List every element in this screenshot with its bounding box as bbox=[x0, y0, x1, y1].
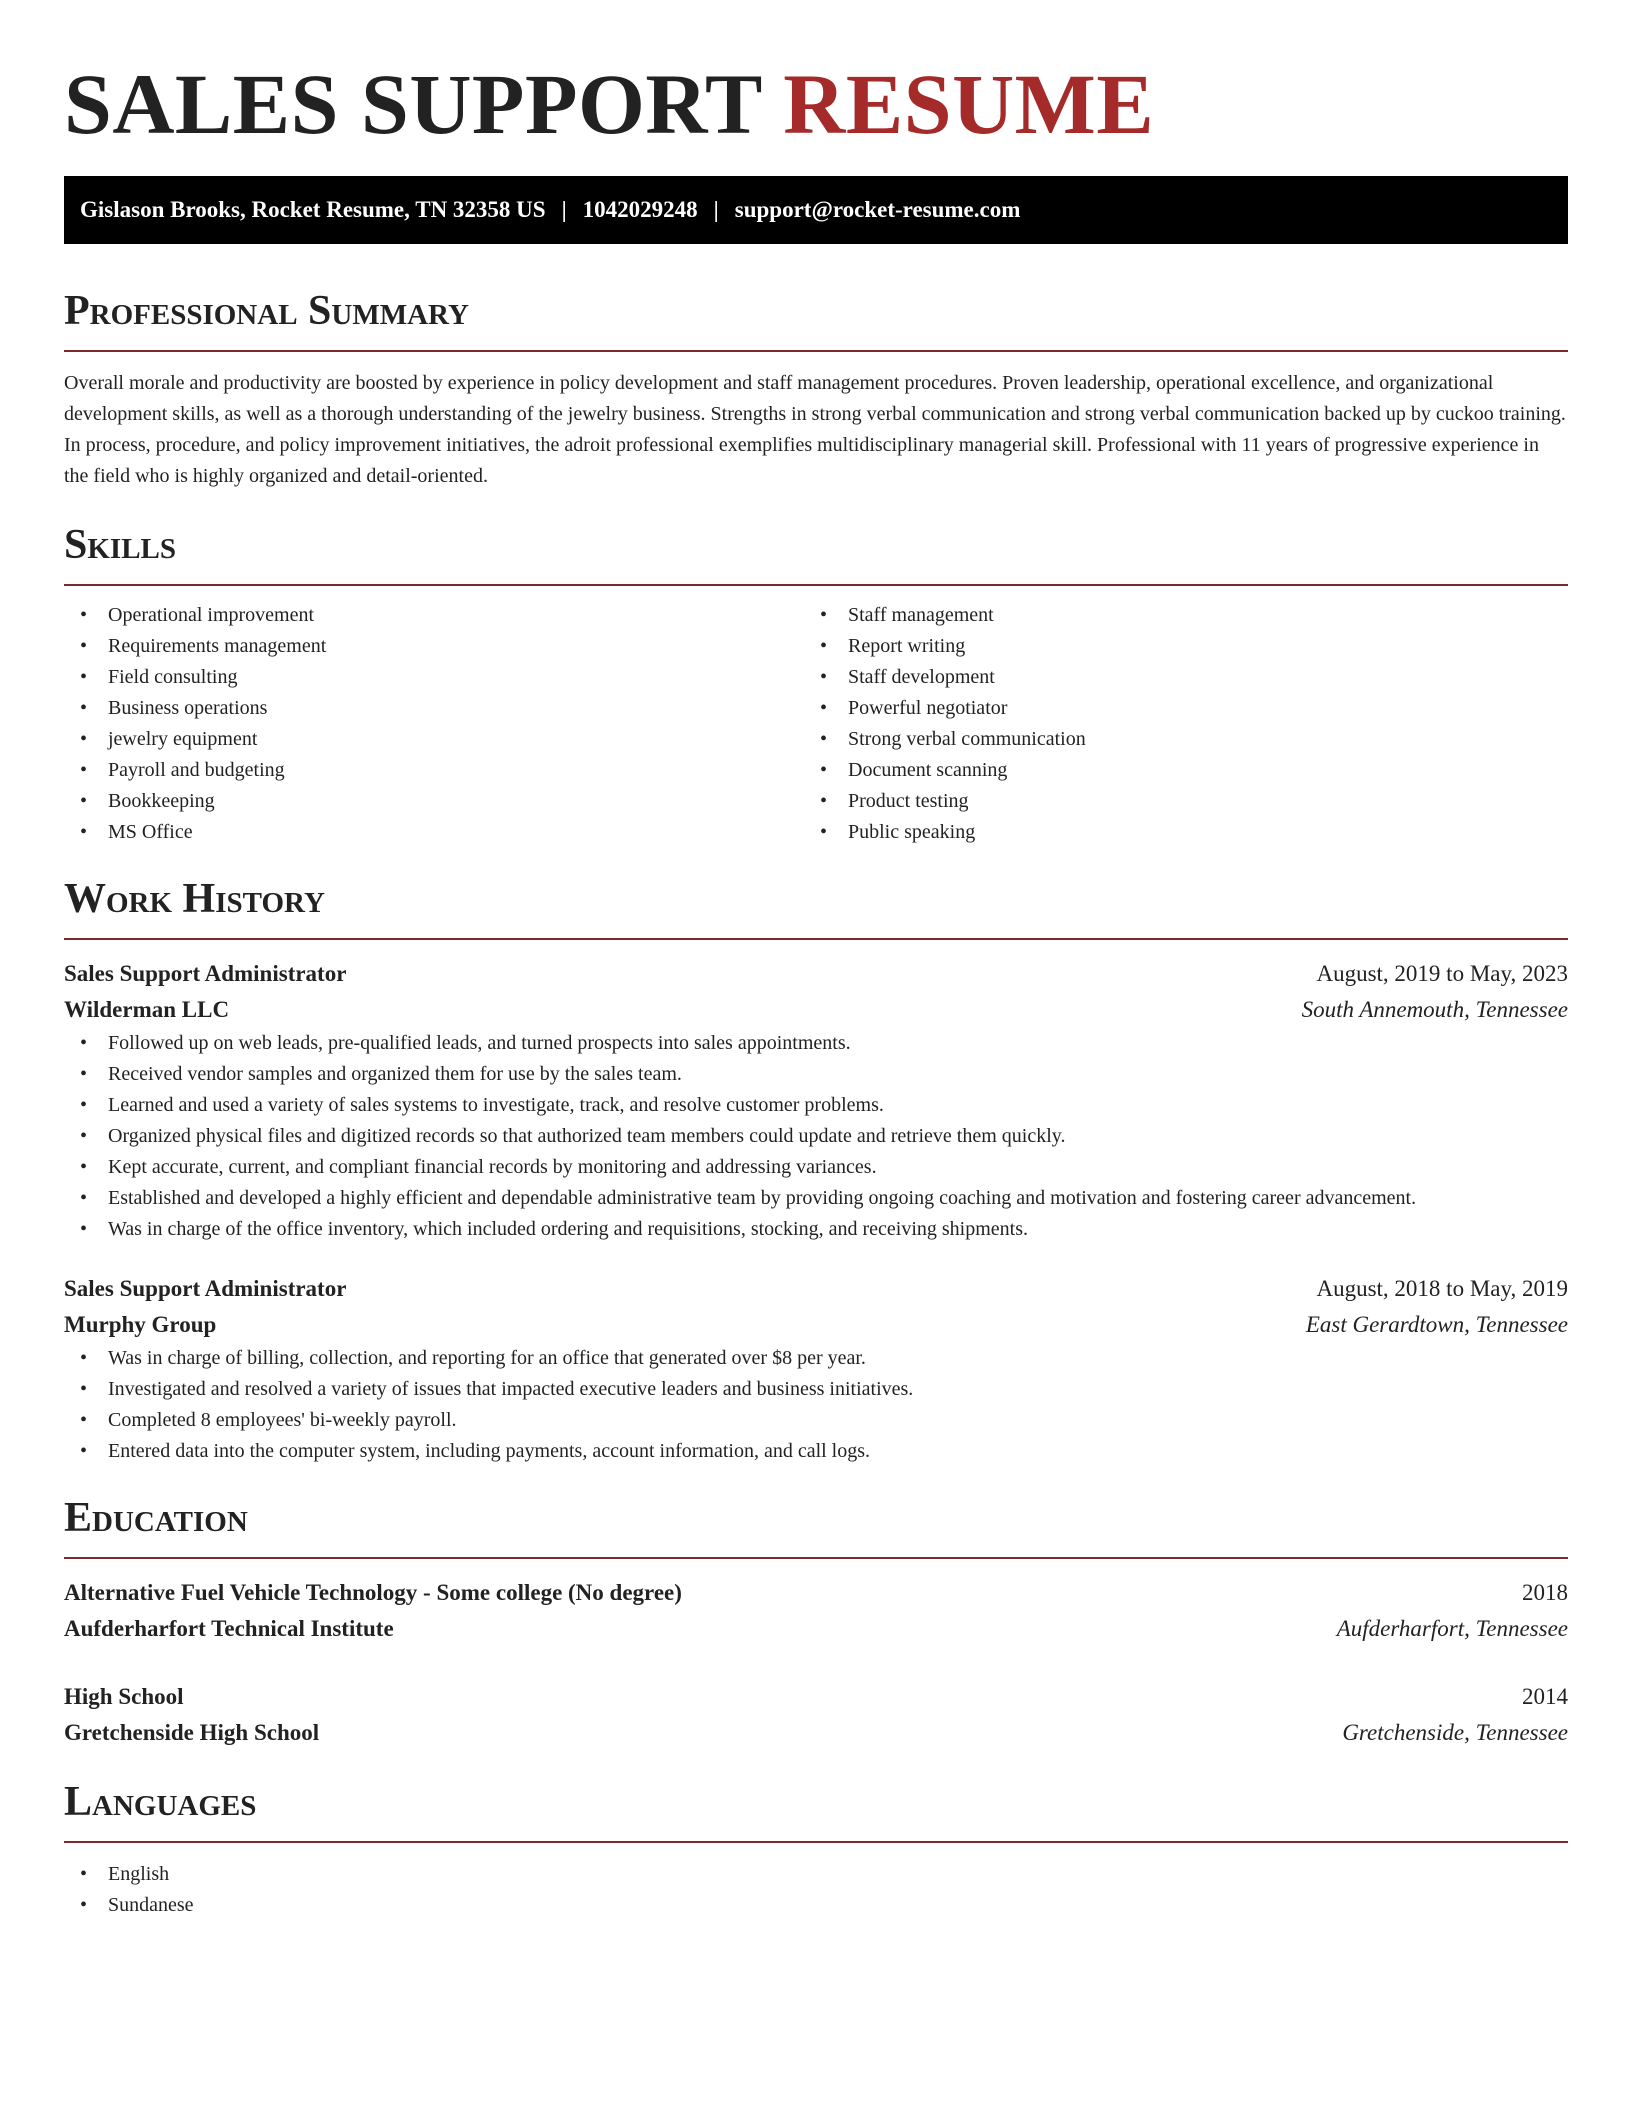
contact-email: support@rocket-resume.com bbox=[734, 197, 1021, 222]
job-bullet: • Completed 8 employees' bi-weekly payroll. bbox=[64, 1405, 1568, 1436]
education-degree: High School bbox=[64, 1684, 184, 1709]
title-accent: RESUME bbox=[783, 56, 1155, 152]
job-title: Sales Support Administrator bbox=[64, 1276, 347, 1301]
summary-text: Overall morale and productivity are boosted by experience in policy development and staff management procedures. Proven leadership, operational excellence, and organizational development skills, as well as a thorough understanding of the jewelry business. Strengths in strong verbal communication and strong verbal communication backed up by cuckoo training. In process, procedure, and policy improvement initiatives, the adroit professional exemplifies multidisciplinary managerial skill. Professional with 11 years of progressive experience in the field who is highly organized and detail-oriented. bbox=[64, 372, 1566, 487]
skill-item: • Staff management bbox=[804, 600, 1544, 631]
contact-address: Gislason Brooks, Rocket Resume, TN 32358 US bbox=[80, 197, 546, 222]
contact-bar bbox=[64, 176, 1568, 244]
skills-list-left bbox=[64, 600, 804, 848]
skill-item: • Staff development bbox=[804, 662, 1544, 693]
job-location: East Gerardtown, Tennessee bbox=[1305, 1312, 1568, 1337]
education-header bbox=[64, 1575, 1568, 1611]
education-location: Aufderharfort, Tennessee bbox=[1336, 1616, 1568, 1641]
education-header bbox=[64, 1679, 1568, 1715]
summary-section bbox=[64, 286, 1568, 492]
education-entry bbox=[64, 1575, 1568, 1647]
education-school: Gretchenside High School bbox=[64, 1720, 320, 1745]
language-item: • English bbox=[64, 1859, 1568, 1890]
job-dates: August, 2019 to May, 2023 bbox=[1316, 961, 1568, 986]
job-company: Murphy Group bbox=[64, 1312, 217, 1337]
job-header bbox=[64, 1271, 1568, 1307]
education-degree: Alternative Fuel Vehicle Technology - Some college (No degree) bbox=[64, 1580, 682, 1605]
section-divider bbox=[64, 350, 1568, 352]
education-location: Gretchenside, Tennessee bbox=[1342, 1720, 1568, 1745]
contact-separator: | bbox=[713, 197, 719, 222]
skill-item: • Bookkeeping bbox=[64, 786, 804, 817]
skill-item: • Report writing bbox=[804, 631, 1544, 662]
section-heading: Work History bbox=[64, 876, 325, 922]
skill-item: • Public speaking bbox=[804, 817, 1544, 848]
job-dates: August, 2018 to May, 2019 bbox=[1316, 1276, 1568, 1301]
section-heading: Professional Summary bbox=[64, 288, 469, 334]
section-divider bbox=[64, 1557, 1568, 1559]
education-year: 2018 bbox=[1522, 1580, 1568, 1605]
skill-item: • Powerful negotiator bbox=[804, 693, 1544, 724]
job-company: Wilderman LLC bbox=[64, 997, 230, 1022]
job-bullet: • Learned and used a variety of sales systems to investigate, track, and resolve customer problems. bbox=[64, 1090, 1568, 1121]
job-bullet: • Followed up on web leads, pre-qualified leads, and turned prospects into sales appointments. bbox=[64, 1028, 1568, 1059]
section-divider bbox=[64, 1841, 1568, 1843]
job-subheader bbox=[64, 1307, 1568, 1343]
languages-section bbox=[64, 1777, 1568, 1921]
job-subheader bbox=[64, 992, 1568, 1028]
skill-item: • Business operations bbox=[64, 693, 804, 724]
job-bullet: • Was in charge of the office inventory, which included ordering and requisitions, stocking, and receiving shipments. bbox=[64, 1214, 1568, 1245]
job-bullet: • Received vendor samples and organized them for use by the sales team. bbox=[64, 1059, 1568, 1090]
education-school: Aufderharfort Technical Institute bbox=[64, 1616, 394, 1641]
job-entry bbox=[64, 956, 1568, 1245]
skills-section bbox=[64, 520, 1568, 848]
section-heading: Education bbox=[64, 1495, 248, 1541]
work-history-section bbox=[64, 874, 1568, 1467]
job-bullet: • Investigated and resolved a variety of issues that impacted executive leaders and business initiatives. bbox=[64, 1374, 1568, 1405]
skill-item: • Operational improvement bbox=[64, 600, 804, 631]
skills-list-right bbox=[804, 600, 1544, 848]
education-subheader bbox=[64, 1715, 1568, 1751]
skill-item: • Document scanning bbox=[804, 755, 1544, 786]
skill-item: • Requirements management bbox=[64, 631, 804, 662]
job-location: South Annemouth, Tennessee bbox=[1301, 997, 1568, 1022]
job-header bbox=[64, 956, 1568, 992]
job-bullet: • Entered data into the computer system, including payments, account information, and call logs. bbox=[64, 1436, 1568, 1467]
section-heading: Skills bbox=[64, 522, 177, 568]
skills-columns bbox=[64, 600, 1568, 848]
skill-item: • Field consulting bbox=[64, 662, 804, 693]
title-main: SALES SUPPORT bbox=[64, 56, 762, 152]
language-item: • Sundanese bbox=[64, 1890, 1568, 1921]
job-bullet: • Was in charge of billing, collection, and reporting for an office that generated over $8 per year. bbox=[64, 1343, 1568, 1374]
skill-item: • jewelry equipment bbox=[64, 724, 804, 755]
contact-phone: 1042029248 bbox=[582, 197, 698, 222]
skill-item: • Strong verbal communication bbox=[804, 724, 1544, 755]
skill-item: • Product testing bbox=[804, 786, 1544, 817]
skill-item: • MS Office bbox=[64, 817, 804, 848]
job-entry bbox=[64, 1271, 1568, 1467]
job-bullet: • Organized physical files and digitized records so that authorized team members could update and retrieve them quickly. bbox=[64, 1121, 1568, 1152]
section-divider bbox=[64, 938, 1568, 940]
contact-separator: | bbox=[561, 197, 567, 222]
job-bullet: • Kept accurate, current, and compliant financial records by monitoring and addressing variances. bbox=[64, 1152, 1568, 1183]
section-heading: Languages bbox=[64, 1779, 257, 1825]
education-section bbox=[64, 1493, 1568, 1751]
job-bullets bbox=[64, 1028, 1568, 1245]
languages-list bbox=[64, 1859, 1568, 1921]
education-entry bbox=[64, 1679, 1568, 1751]
skill-item: • Payroll and budgeting bbox=[64, 755, 804, 786]
section-divider bbox=[64, 584, 1568, 586]
job-bullets bbox=[64, 1343, 1568, 1467]
education-subheader bbox=[64, 1611, 1568, 1647]
job-title: Sales Support Administrator bbox=[64, 961, 347, 986]
resume-title bbox=[64, 52, 1568, 156]
job-bullet: • Established and developed a highly efficient and dependable administrative team by providing ongoing coaching and motivation and fostering career advancement. bbox=[64, 1183, 1568, 1214]
education-year: 2014 bbox=[1522, 1684, 1568, 1709]
